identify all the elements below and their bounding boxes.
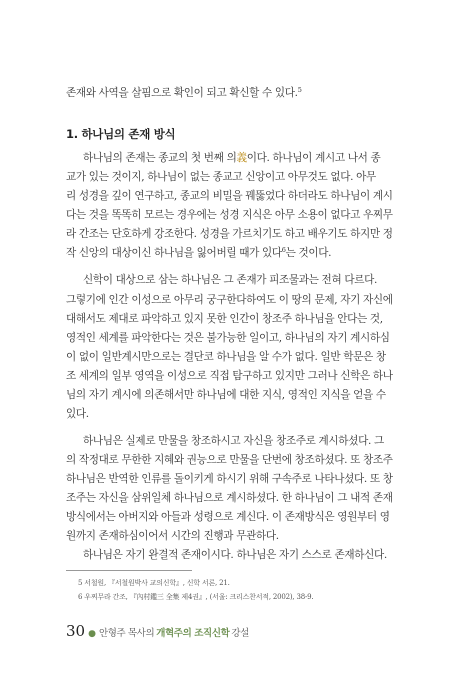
footer-suffix: 강설 bbox=[231, 628, 249, 639]
body-line bbox=[66, 86, 372, 100]
body-line bbox=[83, 151, 381, 165]
body-line: 하나님은 반역한 인류를 돌이키게 하시기 위해 구속주로 나타나셨다. 또 창 bbox=[66, 473, 393, 485]
body-line: 신학이 대상으로 삼는 하나님은 그 존재가 피조물과는 전혀 다르다. bbox=[83, 274, 378, 286]
footer-series: 개혁주의 조직신학 bbox=[156, 628, 230, 639]
body-line: 하나님은 자기 완결적 존재이시다. 하나님은 자기 스스로 존재하신다. bbox=[83, 549, 387, 561]
body-line: 영적인 세계를 파악한다는 것은 불가능한 일이고, 하나님의 자기 계시하심 bbox=[66, 332, 390, 344]
body-line: 조주는 자신을 삼위일체 하나님으로 계시하셨다. 한 하나님이 그 내적 존재 bbox=[66, 492, 393, 504]
hanja-gloss: 義 bbox=[236, 152, 247, 164]
body-line: 조 세계의 일부 영역을 이성으로 직접 탐구하고 있지만 그러나 신학은 하나 bbox=[66, 370, 393, 382]
footnote-divider bbox=[66, 570, 192, 571]
text-span: 존재와 사역을 살핌으로 확인이 되고 확신할 수 있다. bbox=[66, 87, 298, 99]
body-line: 대해서도 제대로 파악하고 있지 못한 인간이 창조주 하나님을 안다는 것, bbox=[66, 313, 383, 325]
page-footer bbox=[66, 622, 249, 640]
body-line: 님의 자기 계시에 의존해서만 하나님에 대한 지식, 영적인 지식을 얻을 수 bbox=[66, 389, 386, 401]
body-line: 그렇기에 인간 이성으로 아무리 궁구한다하여도 이 땅의 문제, 자기 자신에 bbox=[66, 294, 393, 306]
body-line: 하나님은 실제로 만물을 창조하시고 자신을 창조주로 계시하셨다. 그 bbox=[83, 435, 384, 447]
text-span: 하나님의 존재는 종교의 첫 번째 의 bbox=[83, 152, 237, 164]
body-line: 의 작정대로 무한한 지혜와 권능으로 만물을 단번에 창조하셨다. 또 창조주 bbox=[66, 454, 393, 466]
text-span: 작 신앙의 대상이신 하나님을 잃어버릴 때가 있다 bbox=[66, 247, 282, 259]
body-line: 교가 있는 것이지, 하나님이 없는 종교고 신앙이고 아무것도 없다. 아무 bbox=[66, 171, 376, 183]
footnote: 6 우찌무라 간조, 『內村鑑三 全集 제4권』, (서울: 크리스찬서적, 2002), 38-9. bbox=[78, 593, 314, 601]
footnote: 5 서철원, 『서철원박사 교의신학』, 신학 서론, 21. bbox=[78, 579, 230, 587]
footer-author: 안형주 목사의 bbox=[98, 628, 155, 639]
body-line bbox=[66, 246, 372, 260]
body-line: 리 성경을 깊이 연구하고, 종교의 비밀을 꿰뚫었다 하더라도 하나님이 계시 bbox=[66, 190, 393, 202]
text-span: 이다. 하나님이 계시고 나서 종 bbox=[246, 152, 381, 164]
text-span: 는 것이다. bbox=[285, 247, 332, 259]
footnote-ref: 5 bbox=[297, 86, 302, 94]
body-line: 이 없이 일반계시만으로는 결단코 하나님을 알 수가 없다. 일반 학문은 창 bbox=[66, 351, 386, 363]
bullet-icon: ● bbox=[88, 629, 96, 639]
body-line: 라 간조는 단호하게 강조한다. 성경을 가르치기도 하고 배우기도 하지만 정 bbox=[66, 228, 393, 240]
body-line: 다는 것을 똑똑히 모르는 경우에는 성경 지식은 아무 소용이 없다고 우찌무 bbox=[66, 209, 393, 221]
page-number: 30 bbox=[66, 622, 86, 640]
body-line: 원까지 존재하심이어서 시간의 진행과 무관하다. bbox=[66, 530, 279, 542]
footnote-ref: 6 bbox=[281, 246, 286, 254]
body-line: 있다. bbox=[66, 408, 89, 420]
section-heading: 1. 하나님의 존재 방식 bbox=[66, 127, 176, 141]
body-line: 방식에서는 아버지와 아들과 성령으로 계신다. 이 존재방식은 영원부터 영 bbox=[66, 511, 390, 523]
